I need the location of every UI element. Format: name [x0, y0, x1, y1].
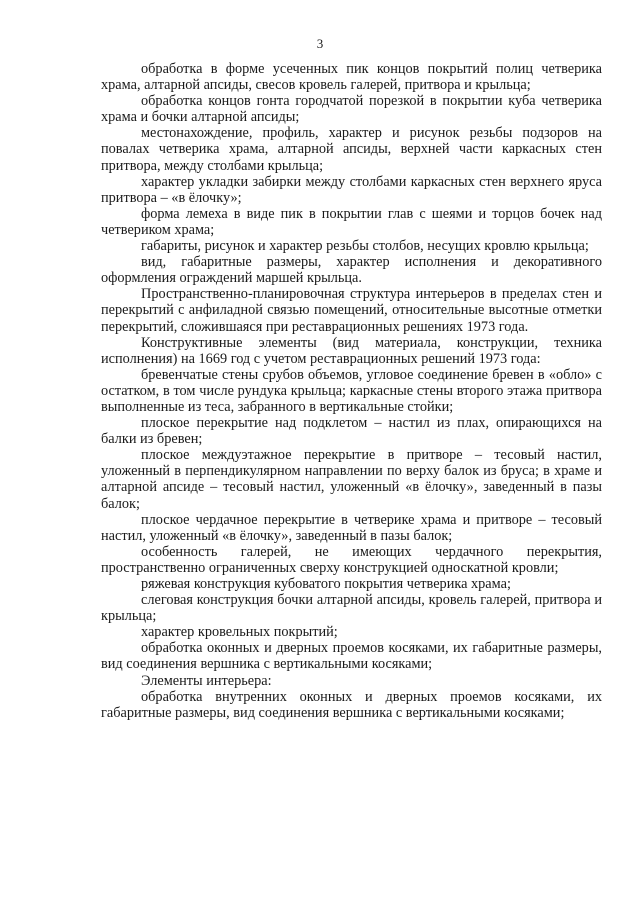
- paragraph: местонахождение, профиль, характер и рисунок резьбы подзоров на повалах четверика храма, алтарной апсиды, верхней части каркасных стен притвора, между столбами крыльца;: [101, 125, 602, 174]
- paragraph: обработка в форме усеченных пик концов покрытий полиц четверика храма, алтарной апсиды, свесов кровель галерей, притвора и крыльца;: [101, 61, 602, 94]
- document-body: [101, 61, 602, 721]
- paragraph: Пространственно-планировочная структура интерьеров в пределах стен и перекрытий с анфиладной связью помещений, относительные высотные отметки перекрытий, сложившаяся при реставрационных решениях 1973 года.: [101, 286, 602, 335]
- paragraph: вид, габаритные размеры, характер исполнения и декоративного оформления ограждений маршей крыльца.: [101, 254, 602, 287]
- paragraph: характер кровельных покрытий;: [141, 624, 338, 641]
- paragraph: бревенчатые стены срубов объемов, угловое соединение бревен в «обло» с остатком, в том числе рундука крыльца; каркасные стены второго этажа притвора выполненные из теса, забранного в вертикальные стойки;: [101, 366, 602, 415]
- paragraph: плоское чердачное перекрытие в четверике храма и притворе – тесовый настил, уложенный «в ёлочку», заведенный в пазы балок;: [101, 511, 602, 544]
- paragraph: слеговая конструкция бочки алтарной апсиды, кровель галерей, притвора и крыльца;: [101, 592, 602, 625]
- paragraph: обработка внутренних оконных и дверных проемов косяками, их габаритные размеры, вид соединения вершника с вертикальными косяками;: [101, 688, 602, 721]
- paragraph: обработка концов гонта городчатой порезкой в покрытии куба четверика храма и бочки алтарной апсиды;: [101, 93, 602, 126]
- paragraph: Конструктивные элементы (вид материала, конструкции, техника исполнения) на 1669 год с учетом реставрационных решений 1973 года:: [101, 334, 602, 367]
- page-number: 3: [316, 36, 324, 51]
- paragraph: обработка оконных и дверных проемов косяками, их габаритные размеры, вид соединения вершника с вертикальными косяками;: [101, 640, 602, 673]
- paragraph: характер укладки забирки между столбами каркасных стен верхнего яруса притвора – «в ёлочку»;: [101, 173, 602, 206]
- paragraph: особенность галерей, не имеющих чердачного перекрытия, пространственно ограниченных сверху конструкцией односкатной кровли;: [101, 543, 602, 576]
- paragraph: ряжевая конструкция кубоватого покрытия четверика храма;: [141, 576, 511, 592]
- paragraph: форма лемеха в виде пик в покрытии глав с шеями и торцов бочек над четвериком храма;: [101, 205, 602, 238]
- paragraph: Элементы интерьера:: [141, 672, 272, 689]
- paragraph: плоское перекрытие над подклетом – настил из плах, опирающихся на балки из бревен;: [101, 415, 602, 448]
- paragraph: плоское междуэтажное перекрытие в притворе – тесовый настил, уложенный в перпендикулярном направлении по верху балок из бруса; в храме и алтарной апсиде – тесовый настил, уложенный «в ёлочку», заведенный в пазы балок;: [101, 447, 602, 512]
- paragraph: габариты, рисунок и характер резьбы столбов, несущих кровлю крыльца;: [141, 238, 589, 255]
